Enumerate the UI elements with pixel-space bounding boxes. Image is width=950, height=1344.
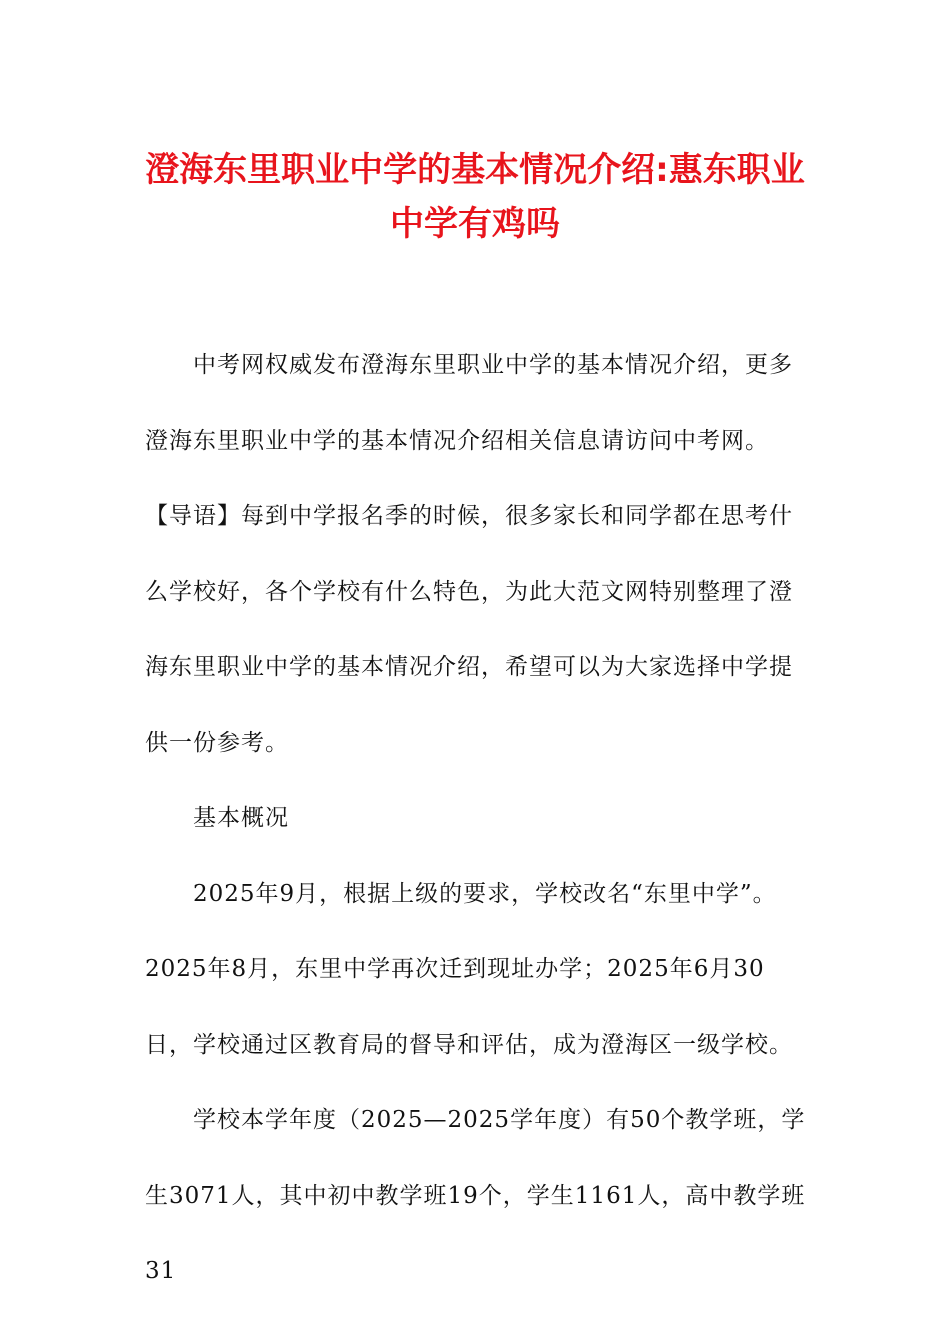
enrollment-paragraph: 学校本学年度（2025—2025学年度）有50个教学班，学生3071人，其中初中教学班19个，学生1161人，高中教学班31 <box>145 1107 806 1284</box>
section-heading-overview: 基本概况 <box>193 805 289 831</box>
lead-paragraph: 【导语】每到中学报名季的时候，很多家长和同学都在思考什么学校好，各个学校有什么特色，为此大范文网特别整理了澄海东里职业中学的基本情况介绍，希望可以为大家选择中学提供一份参考。 <box>145 503 793 756</box>
history-paragraph: 2025年9月，根据上级的要求，学校改名“东里中学”。2025年8月，东里中学再次迁到现址办学；2025年6月30日，学校通过区教育局的督导和评估，成为澄海区一级学校。 <box>145 880 793 1058</box>
document-title: 澄海东里职业中学的基本情况介绍:惠东职业中学有鸡吗 <box>145 150 805 244</box>
document-body <box>145 328 810 1310</box>
intro-paragraph: 中考网权威发布澄海东里职业中学的基本情况介绍，更多澄海东里职业中学的基本情况介绍相关信息请访问中考网。 <box>145 352 793 454</box>
